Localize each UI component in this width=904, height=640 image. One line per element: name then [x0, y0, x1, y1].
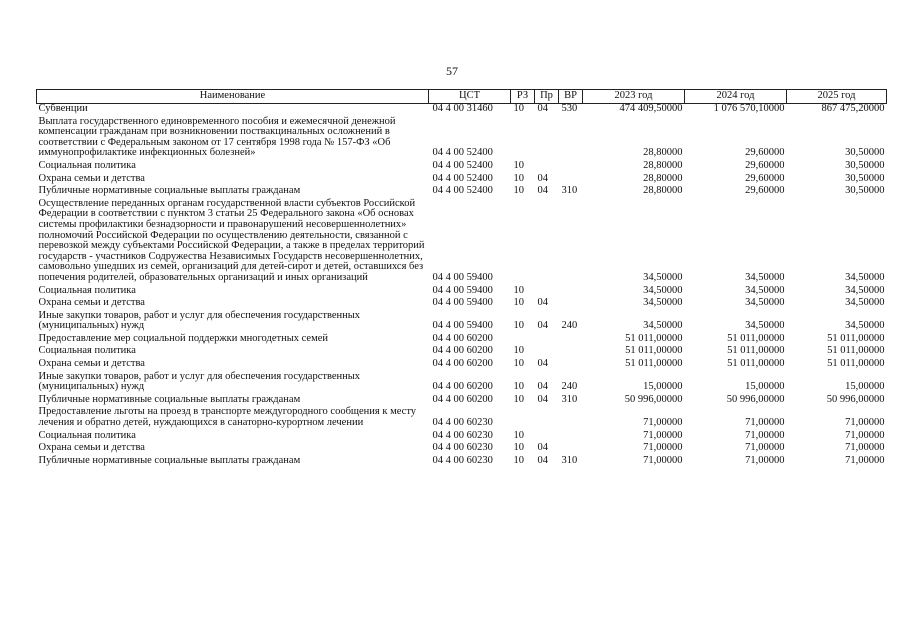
cell-name: Социальная политика: [38, 284, 136, 296]
cell-2024: 51 011,00000: [727, 345, 785, 357]
cell-2023: 28,80000: [643, 159, 683, 171]
cell-cst: 04 4 00 52400: [432, 147, 493, 159]
cell-vr: [559, 161, 583, 174]
cell-name: Социальная политика: [38, 429, 136, 441]
cell-2024: 51 011,00000: [727, 332, 785, 344]
cell-2025: 34,50000: [845, 284, 885, 296]
cell-cst: 04 4 00 60200: [432, 332, 493, 344]
cell-2025: 30,50000: [845, 185, 885, 197]
cell-vr: [559, 407, 583, 430]
cell-vr: [559, 334, 583, 347]
header-2025: 2025 год: [787, 90, 887, 104]
cell-rz: 10: [513, 454, 524, 466]
cell-rz: 10: [513, 172, 524, 184]
cell-rz: 10: [513, 358, 524, 370]
cell-name: Охрана семьи и детства: [38, 297, 145, 309]
table-row: [37, 104, 887, 117]
cell-rz: 10: [513, 320, 524, 332]
cell-cst: 04 4 00 52400: [432, 185, 493, 197]
cell-rz: 10: [513, 442, 524, 454]
cell-vr: [559, 298, 583, 311]
cell-vr: 310: [561, 393, 578, 405]
cell-2023: 71,00000: [643, 417, 683, 429]
cell-cst: 04 4 00 60200: [432, 358, 493, 370]
cell-cst: 04 4 00 60230: [432, 417, 493, 429]
cell-2024: 29,60000: [745, 185, 785, 197]
cell-2024: 71,00000: [745, 429, 785, 441]
cell-2023: 71,00000: [643, 442, 683, 454]
cell-vr: [559, 346, 583, 359]
table-row: [37, 407, 887, 430]
cell-name: Охрана семьи и детства: [38, 172, 145, 184]
cell-2024: 29,60000: [745, 147, 785, 159]
cell-cst: 04 4 00 60200: [432, 381, 493, 393]
cell-2025: 50 996,00000: [826, 393, 885, 405]
cell-pr: 04: [537, 454, 548, 466]
cell-2024: 34,50000: [745, 320, 785, 332]
cell-2025: 71,00000: [845, 454, 885, 466]
cell-name: Социальная политика: [38, 159, 136, 171]
cell-2024: 50 996,00000: [726, 393, 785, 405]
cell-2025: 34,50000: [845, 297, 885, 309]
cell-vr: [559, 359, 583, 372]
cell-2023: 28,80000: [643, 185, 683, 197]
cell-2023: 50 996,00000: [624, 393, 683, 405]
cell-vr: [559, 443, 583, 456]
cell-pr: [535, 199, 559, 286]
cell-cst: 04 4 00 52400: [432, 172, 493, 184]
cell-pr: 04: [537, 297, 548, 309]
cell-name: Социальная политика: [38, 345, 136, 357]
cell-vr: 310: [561, 185, 578, 197]
cell-2023: 71,00000: [643, 454, 683, 466]
cell-2024: 34,50000: [745, 297, 785, 309]
cell-2023: 34,50000: [643, 284, 683, 296]
table-row: [37, 199, 887, 286]
cell-2025: 51 011,00000: [827, 332, 885, 344]
cell-2023: 28,80000: [643, 147, 683, 159]
cell-vr: 530: [561, 103, 578, 114]
budget-table: [36, 89, 887, 468]
cell-pr: 04: [537, 320, 548, 332]
cell-rz: [511, 199, 535, 286]
cell-vr: 240: [561, 381, 578, 393]
cell-name: Иные закупки товаров, работ и услуг для обеспечения государственных (муниципальных) нужд: [38, 370, 361, 393]
cell-2023: 51 011,00000: [625, 332, 683, 344]
cell-2024: 51 011,00000: [727, 358, 785, 370]
cell-rz: 10: [513, 185, 524, 197]
cell-2025: 71,00000: [845, 429, 885, 441]
cell-vr: [559, 199, 583, 286]
cell-name: Публичные нормативные социальные выплаты гражданам: [38, 393, 301, 405]
cell-2024: 71,00000: [745, 454, 785, 466]
cell-cst: 04 4 00 59400: [432, 284, 493, 296]
cell-name: Субвенции: [38, 103, 88, 114]
cell-pr: [535, 407, 559, 430]
cell-2025: 15,00000: [845, 381, 885, 393]
cell-2025: 30,50000: [845, 147, 885, 159]
cell-cst: 04 4 00 60200: [432, 393, 493, 405]
cell-2024: 34,50000: [745, 271, 785, 283]
cell-2025: 34,50000: [845, 271, 885, 283]
table-row: [37, 311, 887, 334]
cell-rz: 10: [513, 297, 524, 309]
cell-name: Предоставление мер социальной поддержки многодетных семей: [38, 332, 328, 344]
cell-pr: 04: [537, 185, 548, 197]
cell-2025: 71,00000: [845, 442, 885, 454]
cell-pr: 04: [537, 358, 548, 370]
cell-2024: 1 076 570,10000: [713, 103, 785, 114]
cell-cst: 04 4 00 60230: [432, 429, 493, 441]
cell-2023: 51 011,00000: [625, 358, 683, 370]
cell-cst: 04 4 00 52400: [432, 159, 493, 171]
cell-name: Предоставление льготы на проезд в транспорте междугородного сообщения к месту лечения и обратно детей, нуждающихся в санаторно-курортном лечении: [38, 406, 417, 429]
table-row: [37, 443, 887, 456]
cell-cst: 04 4 00 60200: [432, 345, 493, 357]
cell-2023: 34,50000: [643, 297, 683, 309]
cell-name: Публичные нормативные социальные выплаты гражданам: [38, 185, 301, 197]
cell-rz: 10: [513, 429, 524, 441]
cell-2024: 34,50000: [745, 284, 785, 296]
cell-cst: 04 4 00 60230: [432, 442, 493, 454]
header-vr: ВР: [559, 90, 583, 104]
cell-vr: [559, 117, 583, 161]
cell-2023: 28,80000: [643, 172, 683, 184]
cell-2023: 34,50000: [643, 271, 683, 283]
cell-cst: 04 4 00 60230: [432, 454, 493, 466]
cell-vr: [559, 286, 583, 299]
cell-2023: 71,00000: [643, 429, 683, 441]
cell-pr: 04: [537, 442, 548, 454]
header-2023: 2023 год: [583, 90, 685, 104]
table-row: [37, 372, 887, 395]
cell-vr: 310: [561, 454, 578, 466]
header-name: Наименование: [37, 90, 429, 104]
cell-2025: 867 475,20000: [821, 103, 885, 114]
cell-2025: 71,00000: [845, 417, 885, 429]
cell-cst: 04 4 00 59400: [432, 271, 493, 283]
page-number: 57: [446, 64, 458, 78]
table-row: [37, 161, 887, 174]
table-row: [37, 359, 887, 372]
cell-name: Публичные нормативные социальные выплаты гражданам: [38, 454, 301, 466]
cell-pr: 04: [537, 381, 548, 393]
table-body: [37, 104, 887, 469]
cell-pr: 04: [537, 103, 548, 114]
table-header: [37, 90, 887, 104]
cell-name: Выплата государственного единовременного пособия и ежемесячной денежной компенсации гражданам при возникновении поствакцинальных осложнений в соответствии с Федеральным законом от 17 сентября 1998 года № 157-ФЗ «Об иммунопрофилактике инфекционных болезней»: [38, 115, 396, 159]
cell-name: Охрана семьи и детства: [38, 442, 145, 454]
cell-rz: 10: [513, 345, 524, 357]
cell-2024: 29,60000: [745, 159, 785, 171]
cell-2025: 34,50000: [845, 320, 885, 332]
cell-2023: 15,00000: [643, 381, 683, 393]
cell-2025: 51 011,00000: [827, 345, 885, 357]
cell-vr: [559, 431, 583, 444]
cell-2023: 34,50000: [643, 320, 683, 332]
table-row: [37, 298, 887, 311]
table-row: [37, 186, 887, 199]
cell-2023: 51 011,00000: [625, 345, 683, 357]
cell-name: Охрана семьи и детства: [38, 358, 145, 370]
header-2024: 2024 год: [685, 90, 787, 104]
cell-pr: [535, 334, 559, 347]
cell-name: Осуществление переданных органам государственной власти субъектов Российской Федерации в соответствии с пунктом 3 статьи 25 Федерального закона «Об основах системы профилактики безнадзорности и правонарушений несовершеннолетних» полномочий Российской Федерации по осуществлению деятельности, связанной с перевозкой между субъектами Российской Федерации, а также в пределах территорий государств - участников Содружества Независимых Государств несовершеннолетних, самовольно ушедших из семей, организаций для детей-сирот и детей, оставшихся без попечения родителей, образовательных организаций и иных организаций: [38, 197, 425, 283]
cell-cst: 04 4 00 31460: [432, 103, 493, 114]
table-row: [37, 456, 887, 469]
header-cst: ЦСТ: [429, 90, 511, 104]
cell-2025: 51 011,00000: [827, 358, 885, 370]
header-rz: РЗ: [511, 90, 535, 104]
table-row: [37, 117, 887, 161]
cell-cst: 04 4 00 59400: [432, 320, 493, 332]
cell-2024: 71,00000: [745, 442, 785, 454]
cell-name: Иные закупки товаров, работ и услуг для обеспечения государственных (муниципальных) нужд: [38, 309, 361, 332]
cell-rz: [511, 407, 535, 430]
cell-rz: [511, 117, 535, 161]
cell-rz: 10: [513, 393, 524, 405]
cell-pr: 04: [537, 172, 548, 184]
cell-2023: 474 409,50000: [619, 103, 683, 114]
cell-2024: 29,60000: [745, 172, 785, 184]
cell-2025: 30,50000: [845, 159, 885, 171]
cell-pr: [535, 161, 559, 174]
header-pr: Пр: [535, 90, 559, 104]
cell-rz: 10: [513, 381, 524, 393]
cell-pr: [535, 117, 559, 161]
cell-vr: 240: [561, 320, 578, 332]
cell-2025: 30,50000: [845, 172, 885, 184]
cell-rz: 10: [513, 103, 524, 114]
cell-pr: 04: [537, 393, 548, 405]
cell-cst: 04 4 00 59400: [432, 297, 493, 309]
cell-rz: 10: [513, 284, 524, 296]
cell-rz: 10: [513, 159, 524, 171]
cell-2024: 15,00000: [745, 381, 785, 393]
cell-2024: 71,00000: [745, 417, 785, 429]
